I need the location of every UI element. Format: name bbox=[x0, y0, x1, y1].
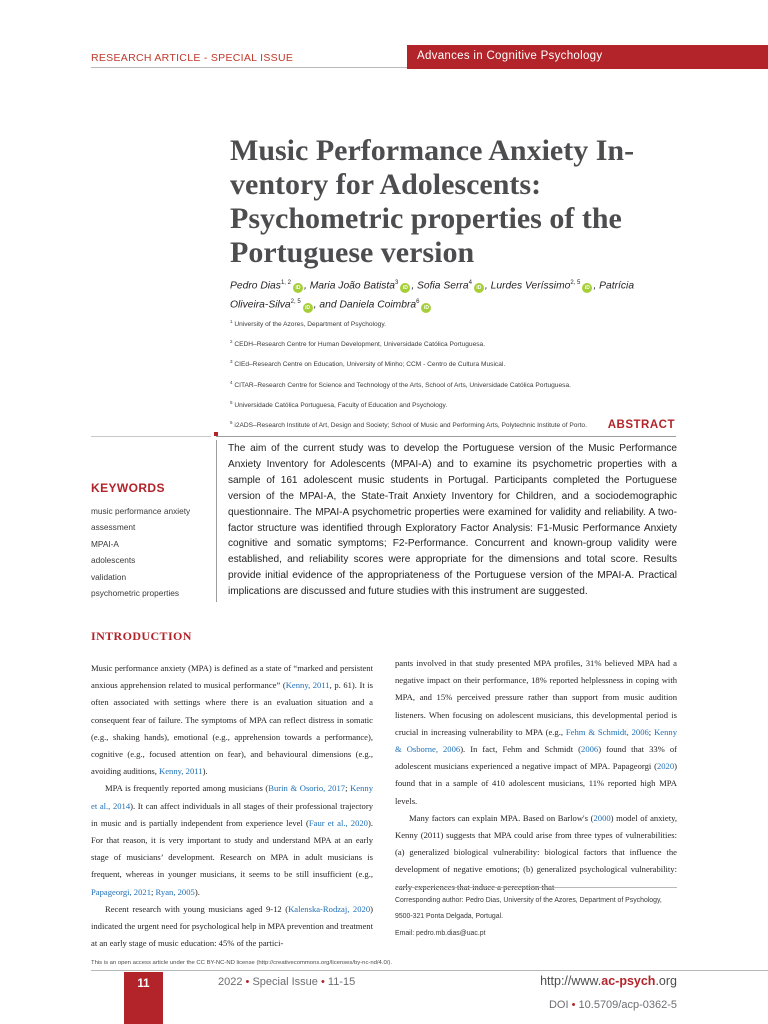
url-suffix: .org bbox=[655, 974, 677, 988]
keyword-item: psychometric properties bbox=[91, 588, 180, 599]
body-paragraph bbox=[91, 780, 373, 900]
body-paragraph bbox=[91, 901, 373, 953]
url-brand: ac-psych bbox=[601, 974, 656, 988]
affiliation-number: 4 bbox=[230, 379, 233, 385]
affiliation-number: 3 bbox=[230, 359, 233, 365]
keyword-list bbox=[91, 503, 190, 601]
journal-name: Advances in Cognitive Psychology bbox=[417, 50, 603, 62]
separator-dot: • bbox=[320, 976, 325, 988]
body-text: Music performance anxiety (MPA) is defined as a state of “marked and persistent anxious apprehension related to musical performance” ( bbox=[91, 663, 373, 691]
body-text: ; bbox=[648, 726, 655, 737]
author-affiliation-marker: 1, 2 bbox=[280, 280, 291, 286]
body-column-left bbox=[91, 660, 373, 952]
author-affiliation-marker: 2, 5 bbox=[570, 280, 581, 286]
title-line: Portuguese version bbox=[230, 236, 475, 269]
footer-divider bbox=[91, 970, 768, 971]
keyword-item: validation bbox=[91, 571, 127, 582]
separator-dot: • bbox=[571, 999, 576, 1011]
body-text: , p. 61). It is often associated with settings where there is an evaluation situation and a consequent fear of failure. The symptoms of MPA can reflect distress in somatic (e.g., shaking hands), emotional (e.g., apprehension towards a performance), cognitive (e.g., focused attention on fear), and behavioural dimensions (e.g., avoiding auditions, bbox=[91, 680, 373, 777]
author-name[interactable]: Sofia Serra bbox=[417, 280, 469, 292]
author-name[interactable]: Maria João Batista bbox=[309, 280, 395, 292]
author-separator: , bbox=[303, 280, 310, 292]
author-separator: , bbox=[484, 280, 491, 292]
page-number: 11 bbox=[137, 978, 150, 990]
body-text: MPA is frequently reported among musicians ( bbox=[105, 783, 269, 794]
body-text: ). bbox=[194, 886, 200, 897]
journal-name-banner bbox=[407, 45, 768, 69]
body-paragraph bbox=[395, 810, 677, 896]
correspondence-email[interactable]: Email: pedro.mb.dias@uac.pt bbox=[395, 929, 486, 937]
affiliation-text: Universidade Católica Portuguesa, Faculty of Education and Psychology. bbox=[234, 401, 448, 409]
citation-link[interactable]: 2020 bbox=[656, 761, 675, 772]
body-text: Recent research with young musicians aged 9-12 ( bbox=[105, 903, 289, 914]
body-text: ). bbox=[202, 766, 208, 777]
body-text: ) indicated the urgent need for psychological help in MPA prevention and treatment at an early stage of music education: 45% of the partici- bbox=[91, 903, 373, 949]
orcid-icon[interactable]: iD bbox=[400, 283, 410, 293]
citation-link[interactable]: 2006 bbox=[581, 744, 599, 755]
citation-link[interactable]: Kenny & Osborne, 2006 bbox=[395, 726, 677, 755]
author-affiliation-marker: 6 bbox=[416, 299, 420, 306]
correspondence-block bbox=[395, 893, 677, 942]
body-text: ; bbox=[151, 886, 156, 897]
affiliation-text: CIEd–Research Centre on Education, University of Minho; CCM - Centro de Cultura Musical. bbox=[234, 361, 506, 369]
orcid-icon[interactable]: iD bbox=[303, 303, 313, 313]
title-line: Psychometric properties of the bbox=[230, 202, 622, 235]
article-title bbox=[230, 134, 650, 270]
body-column-right bbox=[395, 655, 677, 896]
issue-info bbox=[218, 976, 355, 988]
body-text: ) found that 33% of adolescent musicians experienced a negative impact of MPA. Papageorgi ( bbox=[395, 744, 677, 772]
body-paragraph bbox=[395, 655, 677, 810]
citation-link[interactable]: Kenny et al., 2014 bbox=[91, 783, 373, 811]
affiliation-item bbox=[230, 374, 670, 394]
affiliation-number: 5 bbox=[230, 399, 233, 405]
title-line: ventory for Adolescents: bbox=[230, 168, 542, 201]
citation-link[interactable]: Ryan, 2005 bbox=[155, 886, 195, 897]
keywords-heading: KEYWORDS bbox=[91, 481, 165, 495]
author-affiliation-marker: 3 bbox=[394, 280, 399, 286]
orcid-icon[interactable]: iD bbox=[474, 283, 484, 293]
citation-link[interactable]: 2000 bbox=[593, 812, 611, 823]
citation-link[interactable]: Kenny, 2011 bbox=[285, 680, 330, 691]
affiliation-list bbox=[230, 313, 670, 434]
body-text: Many factors can explain MPA. Based on Barlow's ( bbox=[409, 812, 594, 823]
body-paragraph bbox=[91, 660, 373, 780]
body-text: ) found that in a sample of 410 adolescent musicians, 11% reported high MPA levels. bbox=[395, 761, 677, 806]
body-text: ). It can affect individuals in all stages of their professional trajectory in music and is partially independent from experience level ( bbox=[91, 800, 373, 828]
correspondence-author: Corresponding author: Pedro Dias, University of the Azores, Department of Psychology, 9500-321 Ponta Delgada, Portugal. bbox=[395, 897, 662, 921]
keyword-item: music performance anxiety bbox=[91, 506, 191, 516]
abstract-divider bbox=[216, 436, 676, 437]
affiliation-item bbox=[230, 353, 670, 373]
correspondence-divider bbox=[395, 887, 677, 888]
orcid-icon[interactable]: iD bbox=[582, 283, 592, 293]
orcid-icon[interactable]: iD bbox=[293, 283, 303, 293]
body-text: ). For that reason, it is very important to study and understand MPA at an early stage of musicians’ development. Research on MPA in adult musicians is frequent, whereas in younger musicians, it seems to be still insufficient (e.g., bbox=[91, 817, 373, 880]
affiliation-text: CITAR–Research Centre for Science and Technology of the Arts, School of Arts, Universidade Católica Portuguesa. bbox=[234, 381, 571, 389]
license-notice[interactable]: This is an open access article under the CC BY-NC-ND license (http://creativecommons.org/licenses/by-nc-nd/4.0/). bbox=[91, 960, 392, 966]
author-affiliation-marker: 4 bbox=[468, 280, 472, 286]
author-affiliation-marker: 2, 5 bbox=[290, 299, 301, 306]
author-name[interactable]: Pedro Dias bbox=[230, 280, 281, 292]
affiliation-number: 2 bbox=[230, 339, 233, 345]
doi-label: DOI bbox=[548, 999, 569, 1011]
abstract-vertical-rule bbox=[216, 440, 217, 602]
author-name[interactable]: Patrícia Oliveira-Silva bbox=[230, 280, 635, 311]
citation-link[interactable]: Fehm & Schmidt, 2006 bbox=[565, 726, 649, 737]
url-prefix: http://www. bbox=[540, 974, 602, 988]
author-name[interactable]: Lurdes Veríssimo bbox=[490, 280, 571, 292]
introduction-heading: INTRODUCTION bbox=[91, 629, 192, 643]
citation-link[interactable]: Kalenska-Rodzaj, 2020 bbox=[288, 903, 371, 914]
affiliation-item bbox=[230, 394, 670, 414]
affiliation-text: i2ADS–Research Institute of Art, Design and Society; School of Music and Performing Arts, Polytechnic Institute of Porto. bbox=[234, 422, 587, 430]
citation-link[interactable]: Papageorgi, 2021 bbox=[91, 886, 151, 897]
body-text: ; bbox=[345, 783, 351, 794]
keywords-divider bbox=[91, 436, 211, 437]
citation-link[interactable]: Faur et al., 2020 bbox=[308, 817, 368, 828]
affiliation-item bbox=[230, 333, 670, 353]
author-separator: , and bbox=[313, 299, 340, 311]
journal-url-link[interactable] bbox=[540, 974, 677, 988]
citation-link[interactable]: Kenny, 2011 bbox=[159, 766, 203, 777]
body-text: ). In fact, Fehm and Schmidt ( bbox=[460, 744, 582, 755]
issue: Special Issue bbox=[252, 976, 318, 988]
author-list bbox=[230, 275, 660, 314]
keyword-item: MPAI-A bbox=[91, 538, 119, 549]
title-line: Music Performance Anxiety In- bbox=[230, 134, 635, 167]
affiliation-text: CEDH–Research Centre for Human Development, Universidade Católica Portuguesa. bbox=[234, 341, 486, 349]
author-separator: , bbox=[411, 280, 418, 292]
abstract-heading: ABSTRACT bbox=[607, 419, 675, 431]
affiliation-number: 6 bbox=[230, 419, 233, 425]
doi-value: 10.5709/acp-0362-5 bbox=[578, 999, 677, 1011]
section-label: RESEARCH ARTICLE - SPECIAL ISSUE bbox=[91, 52, 294, 64]
doi-link[interactable] bbox=[520, 999, 677, 1011]
abstract-text: The aim of the current study was to develop the Portuguese version of the Music Performance Anxiety Inventory for Adolescents (MPAI-A) and to examine its psychometric properties with a sample of 161 adolescent music students in Portugal. Participants completed the Portuguese version of the MPAI-A, the State-Trait Anxiety Inventory for Children, and a sociodemographic questionnaire. The MPAI-A psychometric properties were examined for validity and reliability. A two-factor structure was identified through Exploratory Factor Analysis: F1-Music Performance Anxiety cognitive and somatic symptoms; F2-Performance. Concurrent and known-group validity were established, and reliability scores were appropriate for the dimensions and total score. Results provide initial evidence of the appropriateness of the Portuguese version of the MPAI-A. Practical implications are discussed and future studies with this instrument are suggested. bbox=[228, 443, 677, 598]
year: 2022 bbox=[218, 976, 243, 988]
affiliation-item bbox=[230, 313, 670, 333]
accent-marker bbox=[214, 432, 218, 436]
keyword-item: adolescents bbox=[91, 555, 136, 566]
keyword-item: assessment bbox=[91, 522, 136, 533]
page-number-box bbox=[124, 972, 163, 1024]
body-text: pants involved in that study presented MPA profiles, 31% believed MPA had a negative impact on their performance, 18% reported helplessness in coping with MPA, and 15% perceived pressure rather than support from music audition listeners. When focusing on adolescent musicians, this developmental period is crucial in increasing vulnerability to MPA (e.g., bbox=[395, 658, 677, 737]
affiliation-text: University of the Azores, Department of Psychology. bbox=[234, 321, 386, 329]
separator-dot: • bbox=[245, 976, 250, 988]
author-name[interactable]: Daniela Coimbra bbox=[339, 299, 417, 311]
page-range: 11-15 bbox=[327, 976, 356, 988]
citation-link[interactable]: Burin & Osorio, 2017 bbox=[268, 783, 346, 794]
orcid-icon[interactable]: iD bbox=[421, 303, 431, 313]
author-separator: , bbox=[593, 280, 600, 292]
body-text: ) model of anxiety, Kenny (2011) suggests that MPA could arise from three types of vulnerabilities: (a) generalized biological vulnerability: biological factors that influence the development of negative emotions; (b) generalized psychological vulnerability: bbox=[395, 812, 677, 875]
affiliation-number: 1 bbox=[230, 319, 233, 324]
